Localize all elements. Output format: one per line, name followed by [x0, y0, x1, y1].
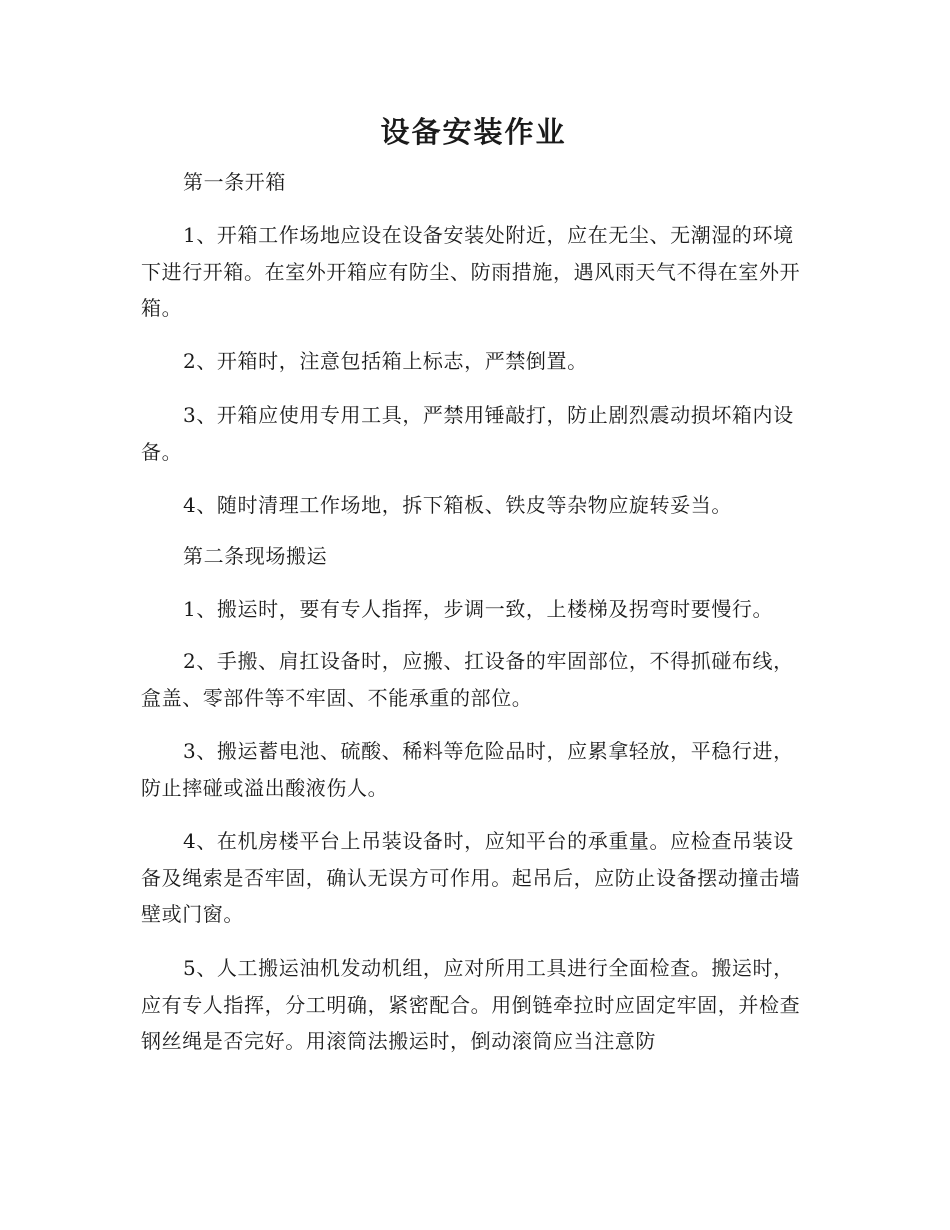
document-title: 设备安装作业 [380, 115, 567, 149]
paragraph-transport-2: 2、手搬、肩扛设备时，应搬、扛设备的牢固部位，不得抓碰布线，盒盖、零部件等不牢固、不能承重的部位。 [141, 649, 794, 710]
paragraph-unpacking-4: 4、随时清理工作场地，拆下箱板、铁皮等杂物应旋转妥当。 [183, 493, 732, 517]
paragraph-unpacking-3: 3、开箱应使用专用工具，严禁用锤敲打，防止剧烈震动损坏箱内设备。 [141, 403, 794, 464]
section-heading-unpacking: 第一条开箱 [183, 170, 286, 194]
paragraph-unpacking-2: 2、开箱时，注意包括箱上标志，严禁倒置。 [183, 349, 588, 373]
paragraph-transport-1: 1、搬运时，要有专人指挥，步调一致，上楼梯及拐弯时要慢行。 [183, 597, 774, 621]
paragraph-transport-4: 4、在机房楼平台上吊装设备时，应知平台的承重量。应检查吊装设备及绳索是否牢固，确认无误方可作用。起吊后，应防止设备摆动撞击墙壁或门窗。 [141, 829, 801, 926]
paragraph-unpacking-1: 1、开箱工作场地应设在设备安装处附近，应在无尘、无潮湿的环境下进行开箱。在室外开箱应有防尘、防雨措施，遇风雨天气不得在室外开箱。 [141, 223, 801, 320]
section-heading-transport: 第二条现场搬运 [183, 544, 328, 568]
paragraph-transport-3: 3、搬运蓄电池、硫酸、稀料等危险品时，应累拿轻放，平稳行进，防止摔碰或溢出酸液伤人。 [141, 739, 794, 800]
paragraph-transport-5: 5、人工搬运油机发动机组，应对所用工具进行全面检查。搬运时，应有专人指挥，分工明确，紧密配合。用倒链牵拉时应固定牢固，并检查钢丝绳是否完好。用滚筒法搬运时，倒动滚筒应当注意防 [141, 956, 801, 1053]
